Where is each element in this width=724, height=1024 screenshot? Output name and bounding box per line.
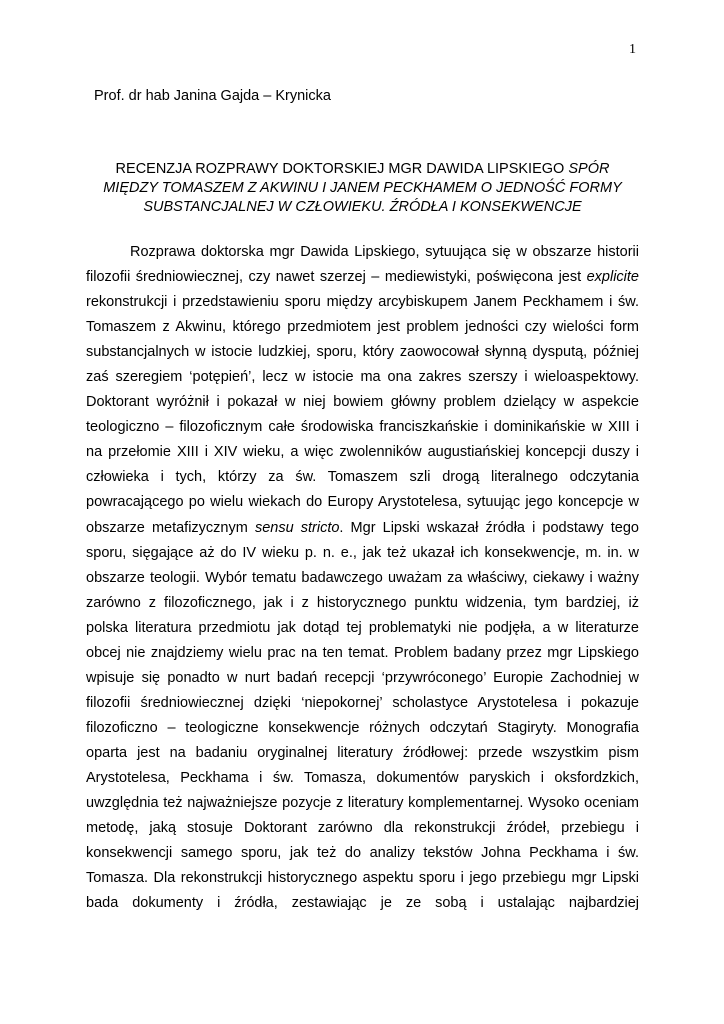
body-line: rekonstrukcji i przedstawieniu sporu między arcybiskupem Janem Peckhamem i św.: [86, 294, 639, 311]
title-line-3-italic: SUBSTANCJALNEJ W CZŁOWIEKU. ŹRÓDŁA I KONSEKWENCJE: [143, 199, 582, 215]
body-line: Rozprawa doktorska mgr Dawida Lipskiego, sytuująca się w obszarze historii: [130, 244, 639, 260]
author-heading: Prof. dr hab Janina Gajda – Krynicka: [94, 88, 331, 104]
body-line: Arystotelesa, Peckhama i św. Tomasza, dokumentów paryskich i oksfordzkich,: [86, 769, 639, 786]
title-line-1-italic: SPÓR: [568, 161, 610, 177]
body-line: zaś szeregiem ‘potępień’, lecz w istocie ma ona zakres szerszy i wieloaspektowy.: [86, 369, 639, 386]
title-line-1: [86, 160, 639, 179]
body-line: oparta jest na badaniu oryginalnej literatury źródłowej: przede wszystkim pism: [86, 744, 639, 761]
body-line: polska literatura przedmiotu jak dotąd tej problematyki nie podjęła, a w literaturze: [86, 619, 639, 636]
body-line: teologiczno – filozoficznym całe środowiska franciszkańskie i dominikańskie w XIII i: [86, 419, 639, 436]
body-line-text: filozofii średniowiecznej, czy nawet szerzej – mediewistyki, poświęcona jest: [86, 269, 587, 286]
body-line: wpisuje się ponadto w nurt badań recepcji ‘przywróconego’ Europie Zachodniej w: [86, 669, 639, 686]
review-title: [86, 160, 639, 217]
body-line: [86, 265, 639, 290]
body-line: zarówno z filozoficznego, jak i z historycznego punktu widzenia, tym bardziej, iż: [86, 594, 639, 611]
body-line: obcej nie znajdziemy wielu prac na ten temat. Problem badany przez mgr Lipskiego: [86, 644, 639, 661]
title-line-2: [86, 179, 639, 198]
body-line: konsekwencji samego sporu, jak też do analizy tekstów Johna Peckhama i św.: [86, 845, 639, 862]
body-line: Tomasza. Dla rekonstrukcji historycznego aspektu sporu i jego przebiegu mgr Lipski: [86, 870, 639, 887]
body-line: [86, 516, 639, 541]
title-line-2-italic: MIĘDZY TOMASZEM Z AKWINU I JANEM PECKHAMEM O JEDNOŚĆ FORMY: [103, 180, 622, 196]
body-line: uwzględnia też najważniejsze pozycje z literatury komplementarnej. Wysoko oceniam: [86, 795, 639, 812]
body-line: Doktorant wyróżnił i pokazał w niej bowiem główny problem dzielący w aspekcie: [86, 394, 639, 411]
body-line: na przełomie XIII i XIV wieku, a więc zwolenników augustiańskiej koncepcji duszy i: [86, 444, 639, 461]
body-line: powracającego po wielu wiekach do Europy Arystotelesa, sytuując jego koncepcje w: [86, 494, 639, 511]
body-line-text: obszarze metafizycznym: [86, 519, 255, 536]
body-line: bada dokumenty i źródła, zestawiając je ze sobą i ustalając najbardziej: [86, 895, 639, 912]
title-line-3: [86, 198, 639, 217]
body-line: Tomaszem z Akwinu, którego przedmiotem jest problem jedności czy wielości form: [86, 319, 639, 336]
body-line-italic: explicite: [586, 269, 639, 286]
body-paragraph: [86, 240, 639, 916]
page-number: 1: [629, 42, 636, 57]
body-line-italic: sensu stricto: [254, 519, 340, 536]
body-line: obszarze teologii. Wybór tematu badawczego uważam za właściwy, ciekawy i ważny: [86, 569, 639, 586]
body-line: sporu, sięgające aż do IV wieku p. n. e., jak też ukazał ich konsekwencje, m. in. w: [86, 544, 639, 561]
body-line: substancjalnych w istocie ludzkiej, sporu, który zaowocował słynną dysputą, później: [86, 344, 639, 361]
title-line-1-regular: RECENZJA ROZPRAWY DOKTORSKIEJ MGR DAWIDA LIPSKIEGO: [115, 161, 569, 177]
body-line: człowieka i tych, którzy za św. Tomaszem szli drogą literalnego odczytania: [86, 469, 639, 486]
body-line: filozoficzno – teologiczne konsekwencje różnych odczytań Stagiryty. Monografia: [86, 719, 639, 736]
body-line: metodę, jaką stosuje Doktorant zarówno dla rekonstrukcji źródeł, przebiegu i: [86, 820, 639, 837]
body-line: filozofii średniowiecznej dzięki ‘niepokornej’ scholastyce Arystotelesa i pokazuje: [86, 694, 639, 711]
body-line-text: . Mgr Lipski wskazał źródła i podstawy tego: [339, 519, 639, 536]
